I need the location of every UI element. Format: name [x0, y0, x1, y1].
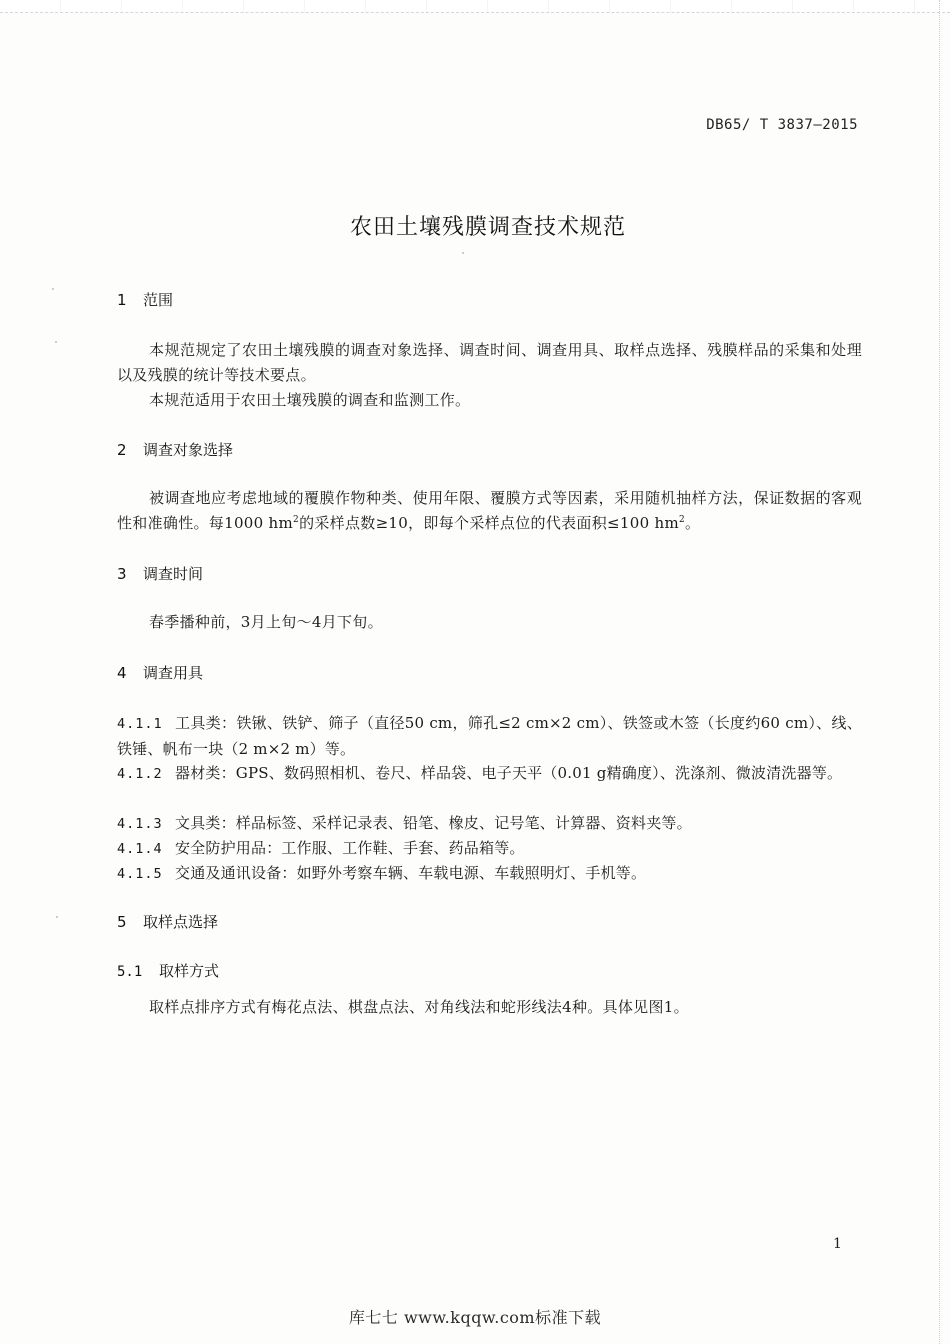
- paragraph-scope-2: 本规范适用于农田土壤残膜的调查和监测工作。: [149, 391, 471, 409]
- section-heading-sampling: [117, 911, 862, 932]
- section-heading-subject: [117, 439, 862, 460]
- section-title: 调查时间: [143, 565, 204, 583]
- item-number: 4.1.1: [117, 716, 163, 732]
- list-item-transport: [117, 861, 862, 887]
- item-text: 安全防护用品：工作服、工作鞋、手套、药品箱等。: [175, 839, 525, 857]
- item-text: 工具类：铁锹、铁铲、筛子（直径50 cm，筛孔≤2 cm×2 cm）、铁签或木签（长度约60 cm）、线、铁锤、帆布一块（2 m×2 m）等。: [117, 714, 862, 758]
- scan-edge-top: [0, 0, 950, 13]
- paragraph-time: 春季播种前，3月上旬～4月下旬。: [149, 613, 383, 631]
- list-item-safety: [117, 836, 862, 862]
- item-number: 4.1.3: [117, 816, 163, 832]
- paragraph-text: 的采样点数≥10，即每个采样点位的代表面积≤100 hm: [299, 514, 679, 532]
- superscript: 2: [678, 515, 686, 525]
- paragraph-scope-1: 本规范规定了农田土壤残膜的调查对象选择、调查时间、调查用具、取样点选择、残膜样品的采集和处理以及残膜的统计等技术要点。: [117, 341, 862, 384]
- section-heading-scope: [117, 289, 862, 310]
- subsection-number: 5.1: [117, 964, 143, 980]
- item-number: 4.1.4: [117, 841, 163, 857]
- scan-edge-right: [939, 0, 950, 1344]
- list-item-equipment: [117, 761, 862, 787]
- scan-speck: [52, 288, 54, 290]
- item-number: 4.1.2: [117, 766, 163, 782]
- site-watermark: 库七七 www.kqqw.com标准下载: [348, 1308, 602, 1327]
- paragraph-text: 。: [685, 514, 701, 532]
- document-title: 农田土壤残膜调查技术规范: [349, 215, 626, 240]
- paragraph-text: 被调查地应考虑地域的覆膜作物种类、使用年限、覆膜方式等因素，采用随机抽样方法，保证数据的客观性和准确性。每1000 hm: [117, 489, 862, 532]
- subsection-heading-sampling-method: [117, 960, 862, 981]
- superscript: 2: [293, 515, 300, 525]
- section-heading-tools: [117, 662, 862, 683]
- item-text: 文具类：样品标签、采样记录表、铅笔、橡皮、记号笔、计算器、资料夹等。: [175, 814, 692, 832]
- list-item-stationery: [117, 811, 862, 837]
- section-heading-time: [117, 563, 862, 584]
- section-title: 调查用具: [143, 664, 204, 682]
- section-number: 3: [117, 565, 127, 583]
- subsection-title: 取样方式: [159, 962, 220, 980]
- item-number: 4.1.5: [117, 866, 163, 882]
- section-title: 调查对象选择: [143, 441, 234, 459]
- section-number: 5: [117, 913, 127, 931]
- standard-code: DB65/ T 3837—2015: [706, 117, 858, 133]
- section-number: 4: [117, 664, 127, 682]
- page-number: 1: [833, 1236, 842, 1252]
- section-title: 取样点选择: [143, 913, 219, 931]
- section-number: 2: [117, 441, 127, 459]
- item-text: 器材类：GPS、数码照相机、卷尺、样品袋、电子天平（0.01 g精确度）、洗涤剂、微波清洗器等。: [175, 764, 843, 782]
- list-item-tools: [117, 711, 862, 762]
- section-number: 1: [117, 291, 127, 309]
- item-text: 交通及通讯设备：如野外考察车辆、车载电源、车载照明灯、手机等。: [175, 864, 647, 882]
- paragraph-sampling-method: 取样点排序方式有梅花点法、棋盘点法、对角线法和蛇形线法4种。具体见图1。: [149, 998, 689, 1016]
- scan-speck: [56, 916, 58, 918]
- scan-speck: [462, 252, 464, 254]
- paragraph-subject: [117, 486, 862, 536]
- section-title: 范围: [143, 291, 174, 309]
- scan-speck: [55, 341, 57, 343]
